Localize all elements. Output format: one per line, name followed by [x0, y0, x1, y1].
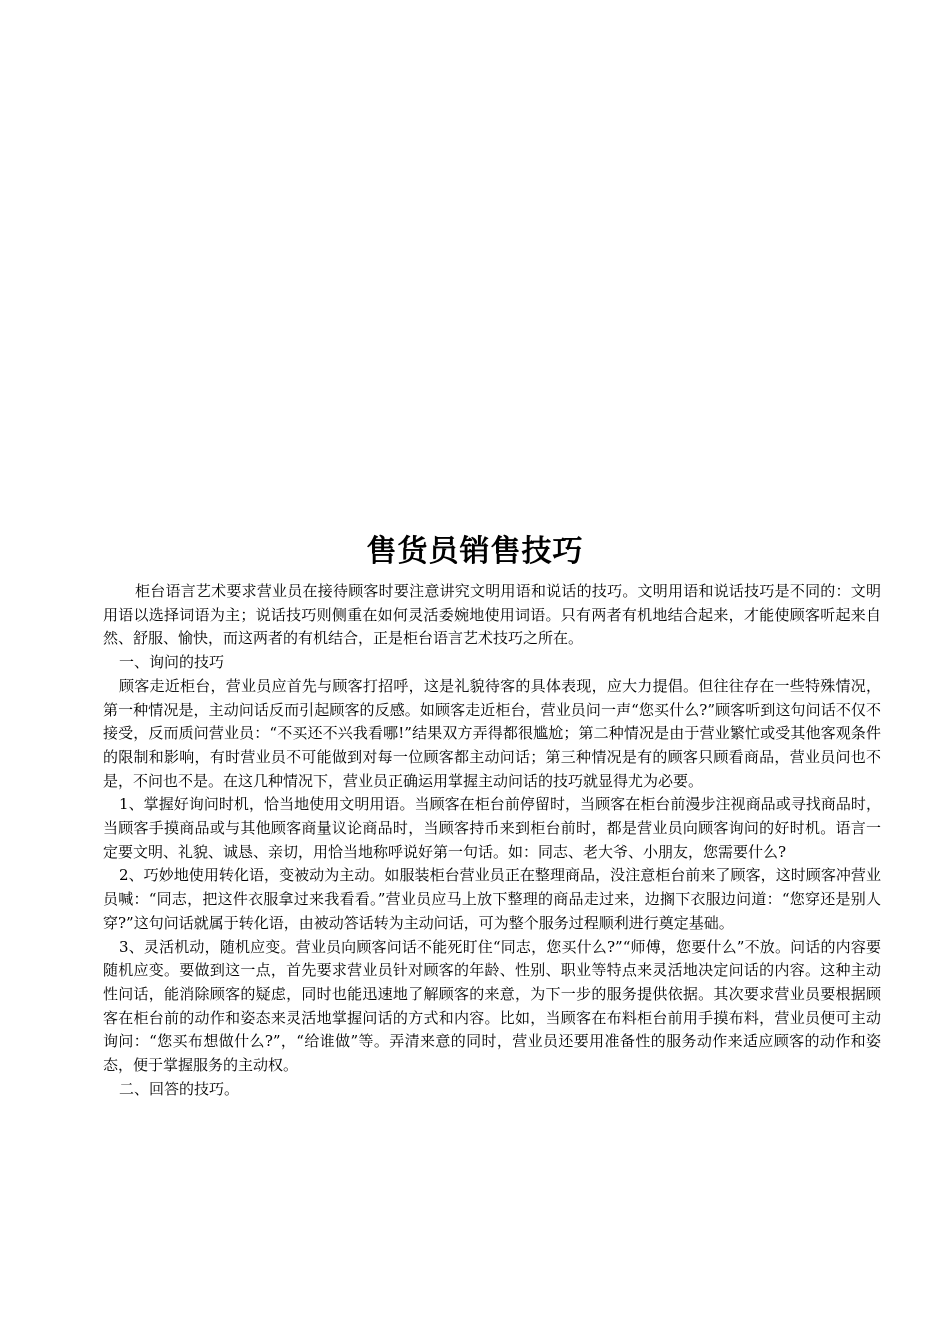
paragraph-inquiry-situations: 顾客走近柜台，营业员应首先与顾客打招呼，这是礼貌待客的具体表现，应大力提倡。但往往存在一些特殊情况，第一种情况是，主动问话反而引起顾客的反感。如顾客走近柜台，营业员问一声“您买什么?”顾客听到这句问话不仅不接受，反而质问营业员：“不买还不兴我看哪!”结果双方弄得都很尴尬；第二种情况是由于营业繁忙或受其他客观条件的限制和影响，有时营业员不可能做到对每一位顾客都主动问话；第三种情况是有的顾客只顾看商品，营业员问也不是，不问也不是。在这几种情况下，营业员正确运用掌握主动问话的技巧就显得尤为必要。: [103, 676, 881, 790]
paragraph-intro: 柜台语言艺术要求营业员在接待顾客时要注意讲究文明用语和说话的技巧。文明用语和说话技巧是不同的：文明用语以选择词语为主；说话技巧则侧重在如何灵活委婉地使用词语。只有两者有机地结合起来，才能使顾客听起来自然、舒服、愉快，而这两者的有机结合，正是柜台语言艺术技巧之所在。: [103, 582, 881, 648]
document-body: [103, 580, 881, 1101]
paragraph-inquiry-point-3: 3、灵活机动，随机应变。营业员向顾客问话不能死盯住“同志，您买什么?”“师傅，您要什么”不放。问话的内容要随机应变。要做到这一点，首先要求营业员针对顾客的年龄、性别、职业等特点来灵活地决定问话的内容。这种主动性问话，能消除顾客的疑虑，同时也能迅速地了解顾客的来意，为下一步的服务提供依据。其次要求营业员要根据顾客在柜台前的动作和姿态来灵活地掌握问话的方式和内容。比如，当顾客在布料柜台前用手摸布料，营业员便可主动询问：“您买布想做什么?”，“给谁做”等。弄清来意的同时，营业员还要用准备性的服务动作来适应顾客的动作和姿态，便于掌握服务的主动权。: [103, 937, 881, 1075]
section-heading-inquiry: 一、询问的技巧: [119, 653, 225, 672]
section-heading-answer: 二、回答的技巧。: [119, 1079, 240, 1098]
paragraph-inquiry-point-1: 1、掌握好询问时机，恰当地使用文明用语。当顾客在柜台前停留时，当顾客在柜台前漫步注视商品或寻找商品时，当顾客手摸商品或与其他顾客商量议论商品时，当顾客持币来到柜台前时，都是营业员向顾客询问的好时机。语言一定要文明、礼貌、诚恳、亲切，用恰当地称呼说好第一句话。如：同志、老大爷、小朋友，您需要什么?: [103, 795, 881, 861]
document-title: 售货员销售技巧: [366, 534, 584, 570]
paragraph-inquiry-point-2: 2、巧妙地使用转化语，变被动为主动。如服装柜台营业员正在整理商品，没注意柜台前来了顾客，这时顾客冲营业员喊：“同志，把这件衣服拿过来我看看。”营业员应马上放下整理的商品走过来，边搁下衣服边问道：“您穿还是别人穿?”这句问话就属于转化语，由被动答话转为主动问话，可为整个服务过程顺利进行奠定基础。: [103, 866, 881, 932]
